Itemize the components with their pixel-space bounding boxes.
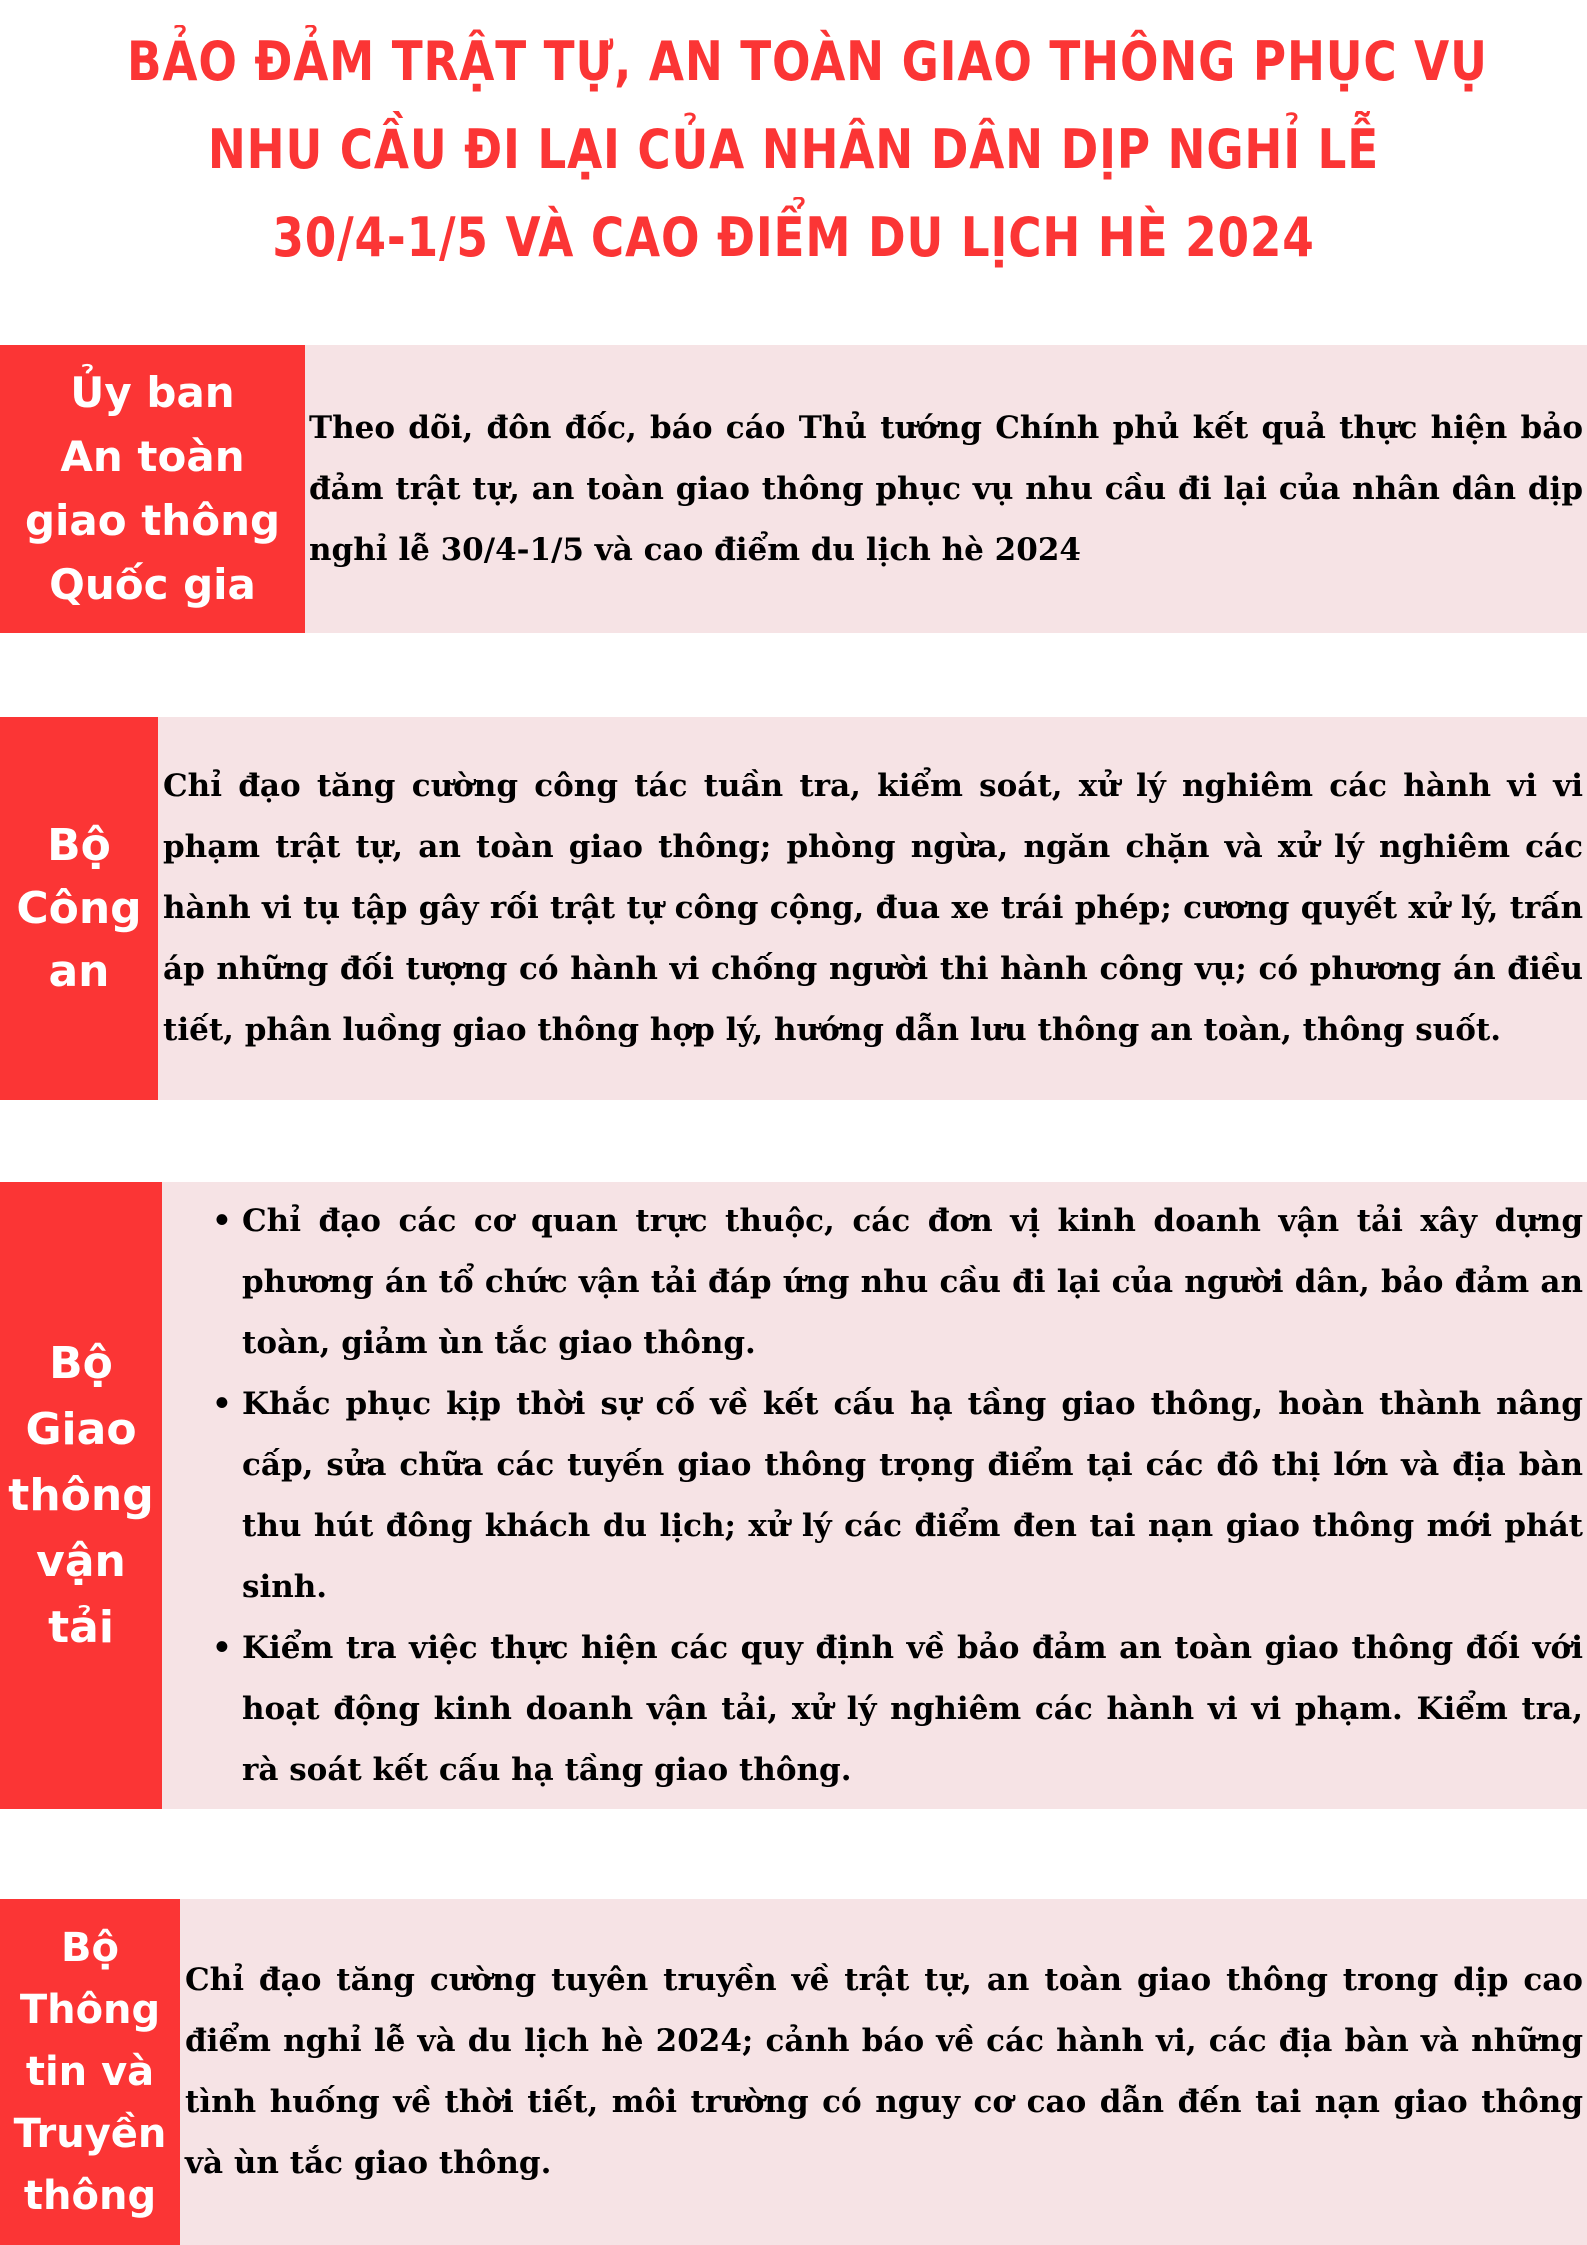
bullet-icon: • — [212, 1385, 232, 1422]
title-line-1: BẢO ĐẢM TRẬT TỰ, AN TOÀN GIAO THÔNG PHỤC VỤ — [126, 30, 1488, 93]
duty-text: Chỉ đạo tăng cường công tác tuần tra, kiểm soát, xử lý nghiêm các hành vi vi phạm trật tự, an toàn giao thông; phòng ngừa, ngăn chặn và xử lý nghiêm các hành vi tụ tập gây rối trật tự công cộng, đua xe trái phép; cương quyết xử lý, trấn áp những đối tượng có hành vi chống người thi hành công vụ; có phương án điều tiết, phân luồng giao thông hợp lý, hướng dẫn lưu thông an toàn, thông suốt. — [163, 768, 1583, 1048]
agency-label-line: Quốc gia — [49, 560, 256, 609]
agency-label-line: Bộ — [61, 1925, 119, 1971]
duty-text: Khắc phục kịp thời sự cố về kết cấu hạ tầng giao thông, hoàn thành nâng cấp, sửa chữa các tuyến giao thông trọng điểm tại các đô thị lớn và địa bàn thu hút đông khách du lịch; xử lý các điểm đen tai nạn giao thông mới phát sinh. — [242, 1385, 1583, 1605]
section-ministry-transport — [0, 1182, 1587, 1809]
page-title — [0, 18, 1587, 282]
agency-label-line: Công — [16, 883, 142, 934]
agency-label-line: Giao — [25, 1403, 137, 1455]
bullet-icon: • — [212, 1629, 232, 1666]
agency-duties — [305, 345, 1587, 633]
section-ministry-information-communications — [0, 1899, 1587, 2245]
agency-label — [0, 1182, 162, 1809]
agency-label-line: thông — [23, 2173, 157, 2219]
duty-text: Chỉ đạo tăng cường tuyên truyền về trật tự, an toàn giao thông trong dịp cao điểm nghỉ lễ và du lịch hè 2024; cảnh báo về các hành vi, các địa bàn và những tình huống về thời tiết, môi trường có nguy cơ cao dẫn đến tai nạn giao thông và ùn tắc giao thông. — [185, 1962, 1583, 2181]
agency-label-line: An toàn — [60, 432, 245, 481]
agency-label — [0, 1899, 180, 2245]
agency-label — [0, 717, 158, 1100]
duty-list — [162, 1191, 1583, 1801]
agency-label-line: tin và — [25, 2049, 155, 2095]
agency-label — [0, 345, 305, 633]
bullet-icon: • — [212, 1202, 232, 1239]
agency-label-line: an — [48, 946, 110, 997]
agency-label-line: Bộ — [49, 1337, 113, 1389]
title-line-3: 30/4-1/5 VÀ CAO ĐIỂM DU LỊCH HÈ 2024 — [272, 206, 1315, 269]
duty-text: Kiểm tra việc thực hiện các quy định về bảo đảm an toàn giao thông đối với hoạt động kinh doanh vận tải, xử lý nghiêm các hành vi vi phạm. Kiểm tra, rà soát kết cấu hạ tầng giao thông. — [242, 1629, 1583, 1788]
duty-text: Theo dõi, đôn đốc, báo cáo Thủ tướng Chính phủ kết quả thực hiện bảo đảm trật tự, an toàn giao thông phục vụ nhu cầu đi lại của nhân dân dịp nghỉ lễ 30/4-1/5 và cao điểm du lịch hè 2024 — [309, 409, 1583, 568]
section-national-traffic-safety-committee — [0, 345, 1587, 633]
agency-label-line: giao thông — [24, 496, 281, 545]
agency-label-line: tải — [48, 1601, 114, 1653]
agency-duties — [158, 717, 1587, 1100]
agency-label-line: Thông — [19, 1987, 161, 2033]
duty-list-item — [212, 1374, 1583, 1618]
agency-label-line: Bộ — [47, 820, 111, 871]
title-line-2: NHU CẦU ĐI LẠI CỦA NHÂN DÂN DỊP NGHỈ LỄ — [207, 118, 1380, 181]
agency-duties — [180, 1899, 1587, 2245]
duty-list-item — [212, 1191, 1583, 1374]
agency-duties — [162, 1182, 1587, 1809]
agency-label-line: Truyền — [13, 2111, 167, 2157]
agency-label-line: vận — [36, 1535, 126, 1587]
duty-text: Chỉ đạo các cơ quan trực thuộc, các đơn vị kinh doanh vận tải xây dựng phương án tổ chức vận tải đáp ứng nhu cầu đi lại của người dân, bảo đảm an toàn, giảm ùn tắc giao thông. — [242, 1202, 1583, 1361]
agency-label-line: thông — [8, 1469, 154, 1521]
agency-label-line: Ủy ban — [70, 368, 235, 417]
duty-list-item — [212, 1618, 1583, 1801]
section-ministry-public-security — [0, 717, 1587, 1100]
